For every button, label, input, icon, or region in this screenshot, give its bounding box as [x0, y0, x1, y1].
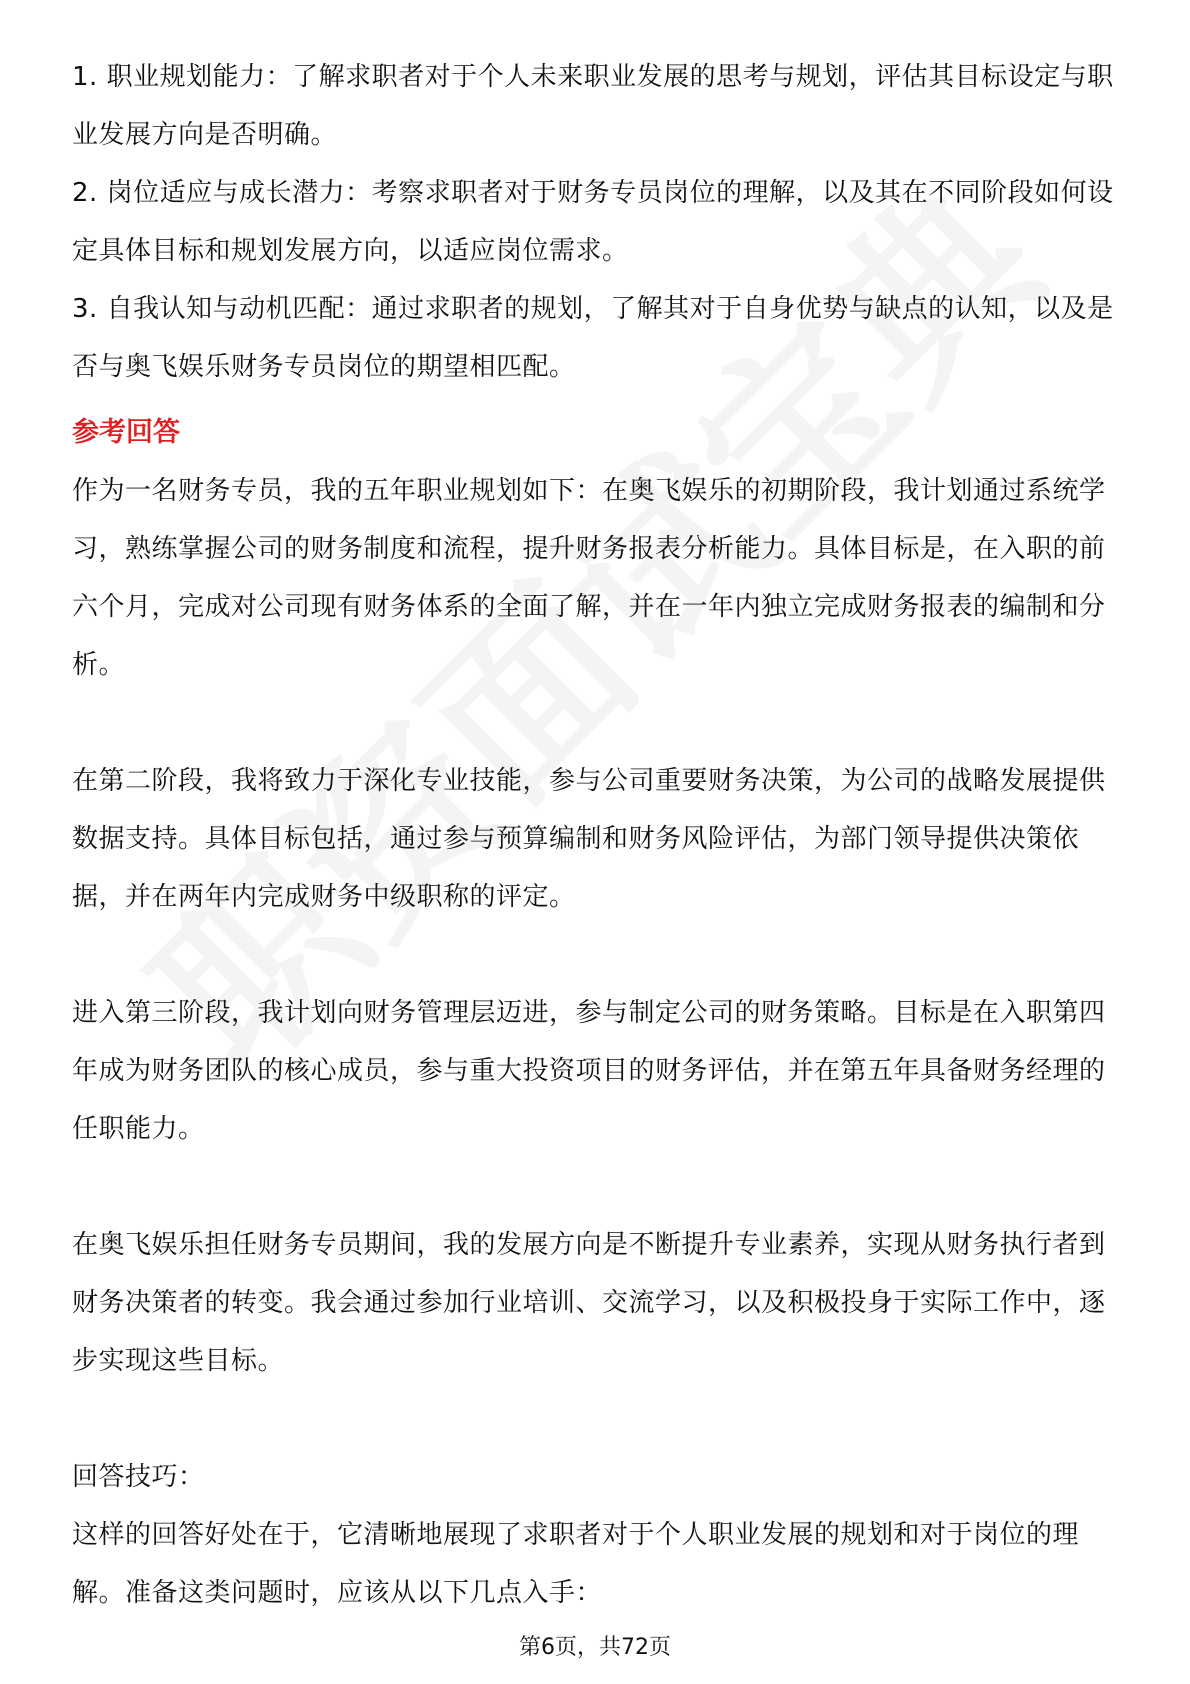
criteria-item: 3. 自我认知与动机匹配：通过求职者的规划，了解其对于自身优势与缺点的认知，以及是否与奥飞娱乐财务专员岗位的期望相匹配。 [72, 294, 1114, 382]
paragraph-spacer [72, 694, 1118, 752]
tips-heading: 回答技巧： [72, 1462, 205, 1492]
criteria-item: 2. 岗位适应与成长潜力：考察求职者对于财务专员岗位的理解，以及其在不同阶段如何设定具体目标和规划发展方向，以适应岗位需求。 [72, 178, 1114, 266]
paragraph-spacer [72, 1390, 1118, 1448]
evaluation-criteria-list [72, 48, 1118, 396]
answer-paragraph: 在奥飞娱乐担任财务专员期间，我的发展方向是不断提升专业素养，实现从财务执行者到财务决策者的转变。我会通过参加行业培训、交流学习，以及积极投身于实际工作中，逐步实现这些目标。 [72, 1230, 1106, 1376]
answer-paragraph: 在第二阶段，我将致力于深化专业技能，参与公司重要财务决策，为公司的战略发展提供数据支持。具体目标包括，通过参与预算编制和财务风险评估，为部门领导提供决策依据，并在两年内完成财务中级职称的评定。 [72, 766, 1106, 912]
answer-paragraph: 作为一名财务专员，我的五年职业规划如下：在奥飞娱乐的初期阶段，我计划通过系统学习，熟练掌握公司的财务制度和流程，提升财务报表分析能力。具体目标是，在入职的前六个月，完成对公司现有财务体系的全面了解，并在一年内独立完成财务报表的编制和分析。 [72, 476, 1106, 680]
paragraph-spacer [72, 926, 1118, 984]
page-number-footer: 第6页，共72页 [519, 1635, 671, 1660]
paragraph-spacer [72, 1158, 1118, 1216]
tips-text: 这样的回答好处在于，它清晰地展现了求职者对于个人职业发展的规划和对于岗位的理解。准备这类问题时，应该从以下几点入手： [72, 1520, 1080, 1608]
page-content [72, 48, 1118, 1622]
reference-answer-heading: 参考回答 [72, 417, 180, 448]
answer-paragraph: 进入第三阶段，我计划向财务管理层迈进，参与制定公司的财务策略。目标是在入职第四年成为财务团队的核心成员，参与重大投资项目的财务评估，并在第五年具备财务经理的任职能力。 [72, 998, 1106, 1144]
criteria-item: 1. 职业规划能力：了解求职者对于个人未来职业发展的思考与规划，评估其目标设定与职业发展方向是否明确。 [72, 62, 1114, 150]
